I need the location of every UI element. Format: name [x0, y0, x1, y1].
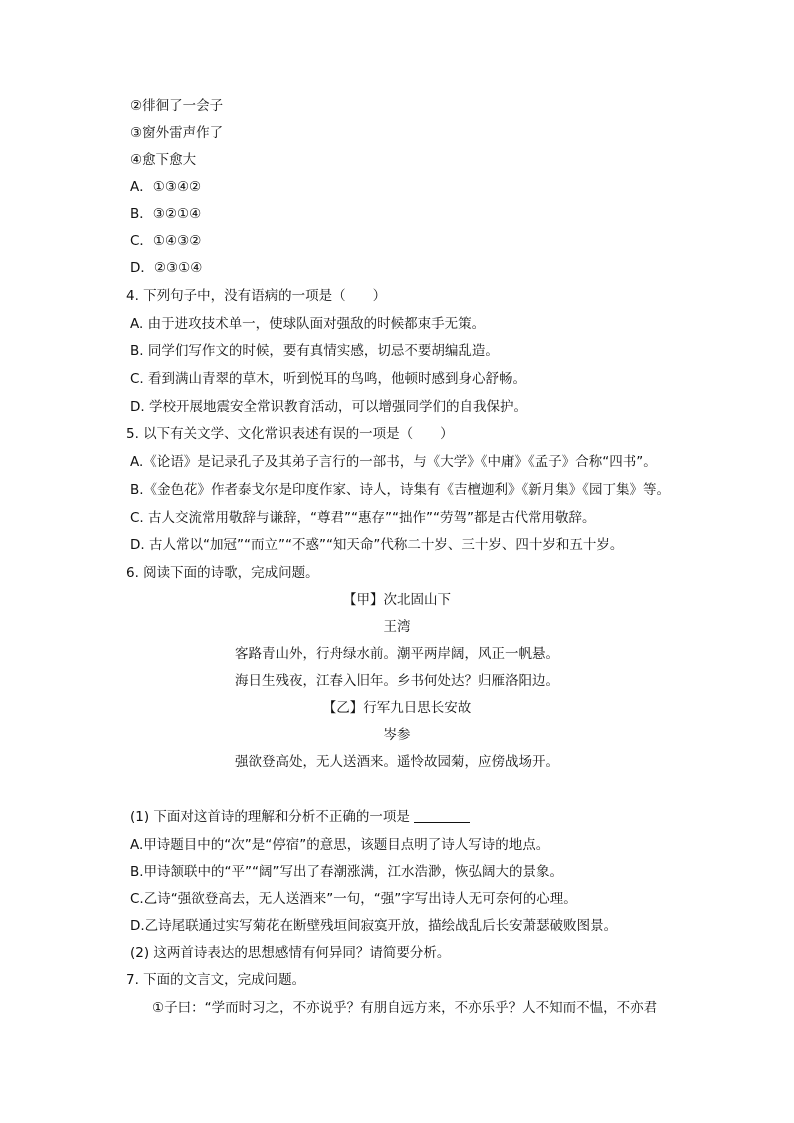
q5-option-d: D. 古人常以“加冠”“而立”“不惑”“知天命”代称二十岁、三十岁、四十岁和五十岁。: [130, 537, 624, 553]
poem-a-line-1: 客路青山外，行舟绿水前。潮平两岸阔，风正一帆悬。: [235, 646, 559, 662]
q3-option-d: D．②③①④: [130, 260, 203, 276]
q6-sub1-text: (1) 下面对这首诗的理解和分析不正确的一项是: [130, 809, 410, 825]
q5-option-a: A.《论语》是记录孔子及其弟子言行的一部书，与《大学》《中庸》《孟子》合称“四书”。: [130, 454, 657, 470]
q3-item-3: ③窗外雷声作了: [130, 125, 224, 141]
q3-option-a: A．①③④②: [130, 179, 202, 195]
poem-b-title: 【乙】行军九日思长安故: [322, 700, 472, 716]
q6-sub1-option-a: A.甲诗题目中的“次”是“停宿”的意思，该题目点明了诗人写诗的地点。: [130, 837, 550, 853]
q4-option-a: A. 由于进攻技术单一，使球队面对强敌的时候都束手无策。: [130, 316, 486, 332]
q4-option-b: B. 同学们写作文的时候，要有真情实感，切忌不要胡编乱造。: [130, 343, 499, 359]
q4-option-c: C. 看到满山青翠的草木，听到悦耳的鸟鸣，他顿时感到身心舒畅。: [130, 371, 527, 387]
q4-stem: 4. 下列句子中，没有语病的一项是（ ）: [126, 288, 387, 304]
q6-sub1-stem: [130, 807, 470, 827]
q3-item-4: ④愈下愈大: [130, 152, 197, 168]
q6-stem: 6. 阅读下面的诗歌，完成问题。: [126, 565, 319, 581]
poem-a-line-2: 海日生残夜，江春入旧年。乡书何处达？归雁洛阳边。: [235, 673, 559, 689]
poem-a-title: 【甲】次北固山下: [343, 592, 451, 608]
q3-option-b: B．③②①④: [130, 206, 202, 222]
q7-stem: 7. 下面的文言文，完成问题。: [126, 972, 306, 988]
poem-b-line-1: 强欲登高处，无人送酒来。遥怜故园菊，应傍战场开。: [235, 754, 559, 770]
poem-a-author: 王湾: [383, 619, 411, 635]
answer-blank[interactable]: [414, 808, 470, 823]
q5-stem: 5. 以下有关文学、文化常识表述有误的一项是（ ）: [126, 426, 454, 442]
q3-option-c: C．①④③②: [130, 233, 202, 249]
q6-sub1-option-b: B.甲诗颔联中的“平”“阔”写出了春潮涨满，江水浩渺，恢弘阔大的景象。: [130, 864, 564, 880]
q5-option-b: B.《金色花》作者泰戈尔是印度作家、诗人，诗集有《吉檀迦利》《新月集》《园丁集》等。: [130, 482, 671, 498]
q5-option-c: C. 古人交流常用敬辞与谦辞，“尊君”“惠存”“拙作”“劳驾”都是古代常用敬辞。: [130, 510, 596, 526]
q6-sub1-option-c: C.乙诗“强欲登高去，无人送酒来”一句，“强”字写出诗人无可奈何的心理。: [130, 891, 577, 907]
q3-item-2: ②徘徊了一会子: [130, 98, 224, 114]
q6-sub2-stem: (2) 这两首诗表达的思想感情有何异同？请简要分析。: [130, 945, 451, 961]
q4-option-d: D. 学校开展地震安全常识教育活动，可以增强同学们的自我保护。: [130, 399, 527, 415]
q7-text: ①子曰：“学而时习之，不亦说乎？有朋自远方来，不亦乐乎？人不知而不愠，不亦君: [152, 1000, 658, 1016]
poem-b-author: 岑参: [383, 727, 411, 743]
q6-sub1-option-d: D.乙诗尾联通过实写菊花在断壁残垣间寂寞开放，描绘战乱后长安萧瑟破败图景。: [130, 918, 618, 934]
